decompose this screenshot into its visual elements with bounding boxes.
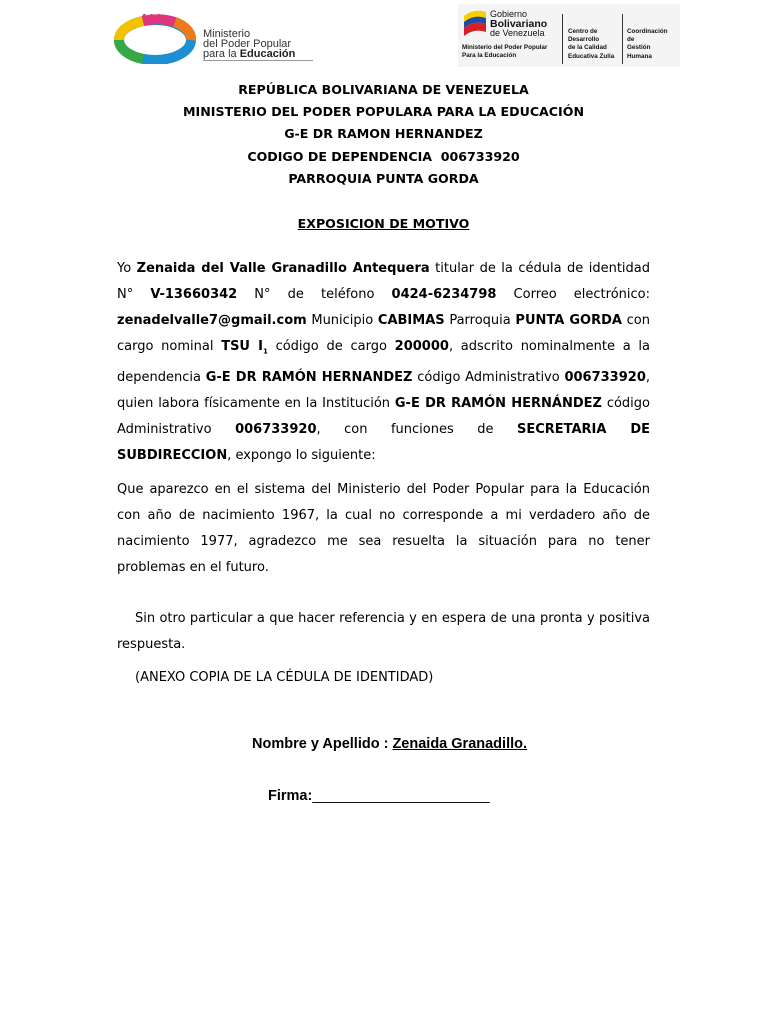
venezuela-flag-icon (462, 8, 488, 38)
ministerio-ring-icon (113, 14, 197, 64)
gobierno-logo (458, 4, 680, 67)
signature-name: Nombre y Apellido : Zenaida Granadillo. (252, 736, 528, 752)
logo-underline (203, 60, 313, 61)
centro-desarrollo-text: Centro de Desarrollo de la Calidad Educativa Zulia (568, 28, 615, 60)
ministerio-logo (113, 12, 313, 66)
gobierno-text: Gobierno Bolivariano de Venezuela (490, 9, 548, 38)
coordinacion-text: Coordinación de Gestión Humana (627, 28, 668, 60)
closing-paragraph: Sin otro particular a que hacer referencia y en espera de una pronta y positiva respuesta. (117, 611, 650, 652)
body-paragraph-2: Que aparezco en el sistema del Ministerio del Poder Popular para la Educación con año de nacimiento 1967, la cual no corresponde a mi verdadero año de nacimiento 1977, agradezco me sea resuelta la situación para no tener problemas en el futuro. (117, 482, 650, 575)
annex-note: (ANEXO COPIA DE LA CÉDULA DE IDENTIDAD) (135, 670, 434, 685)
letter-heading (117, 79, 650, 190)
letter-subject: EXPOSICION DE MOTIVO (297, 216, 470, 231)
heading-line: PARROQUIA PUNTA GORDA (288, 170, 479, 186)
heading-line: G-E DR RAMON HERNANDEZ (284, 126, 483, 142)
heading-line: MINISTERIO DEL PODER POPULARA PARA LA EDUCACIÓN (183, 104, 584, 120)
body-paragraph-1: Yo Zenaida del Valle Granadillo Antequera titular de la cédula de identidad N° V-13660342 N° de teléfono 0424-6234798 Correo electrónico: zenadelvalle7@gmail.com Municipio CABIMAS Parroquia PUNTA GORDA con cargo nominal TSU $I_1$ código de cargo 200000, adscrito nominalmente a la dependencia G-E DR RAMÓN HERNANDEZ código Administrativo 006733920, quien labora físicamente en la Institución G-E DR RAMÓN HERNÁNDEZ código Administrativo 006733920, con funciones de SECRETARIA DE SUBDIRECCION, expongo lo siguiente: (117, 261, 651, 463)
heading-line: REPÚBLICA BOLIVARIANA DE VENEZUELA (238, 82, 529, 97)
ministerio-text: Ministerio del Poder Popular Para la Educación (462, 44, 548, 59)
logo-separator (562, 14, 563, 64)
signature-firma: Firma:______________________ (268, 788, 490, 804)
ministerio-logo-text: Ministerio del Poder Popular para la Educación (203, 28, 296, 60)
logo-separator (622, 14, 623, 64)
heading-line: CODIGO DE DEPENDENCIA 006733920 (247, 148, 520, 164)
